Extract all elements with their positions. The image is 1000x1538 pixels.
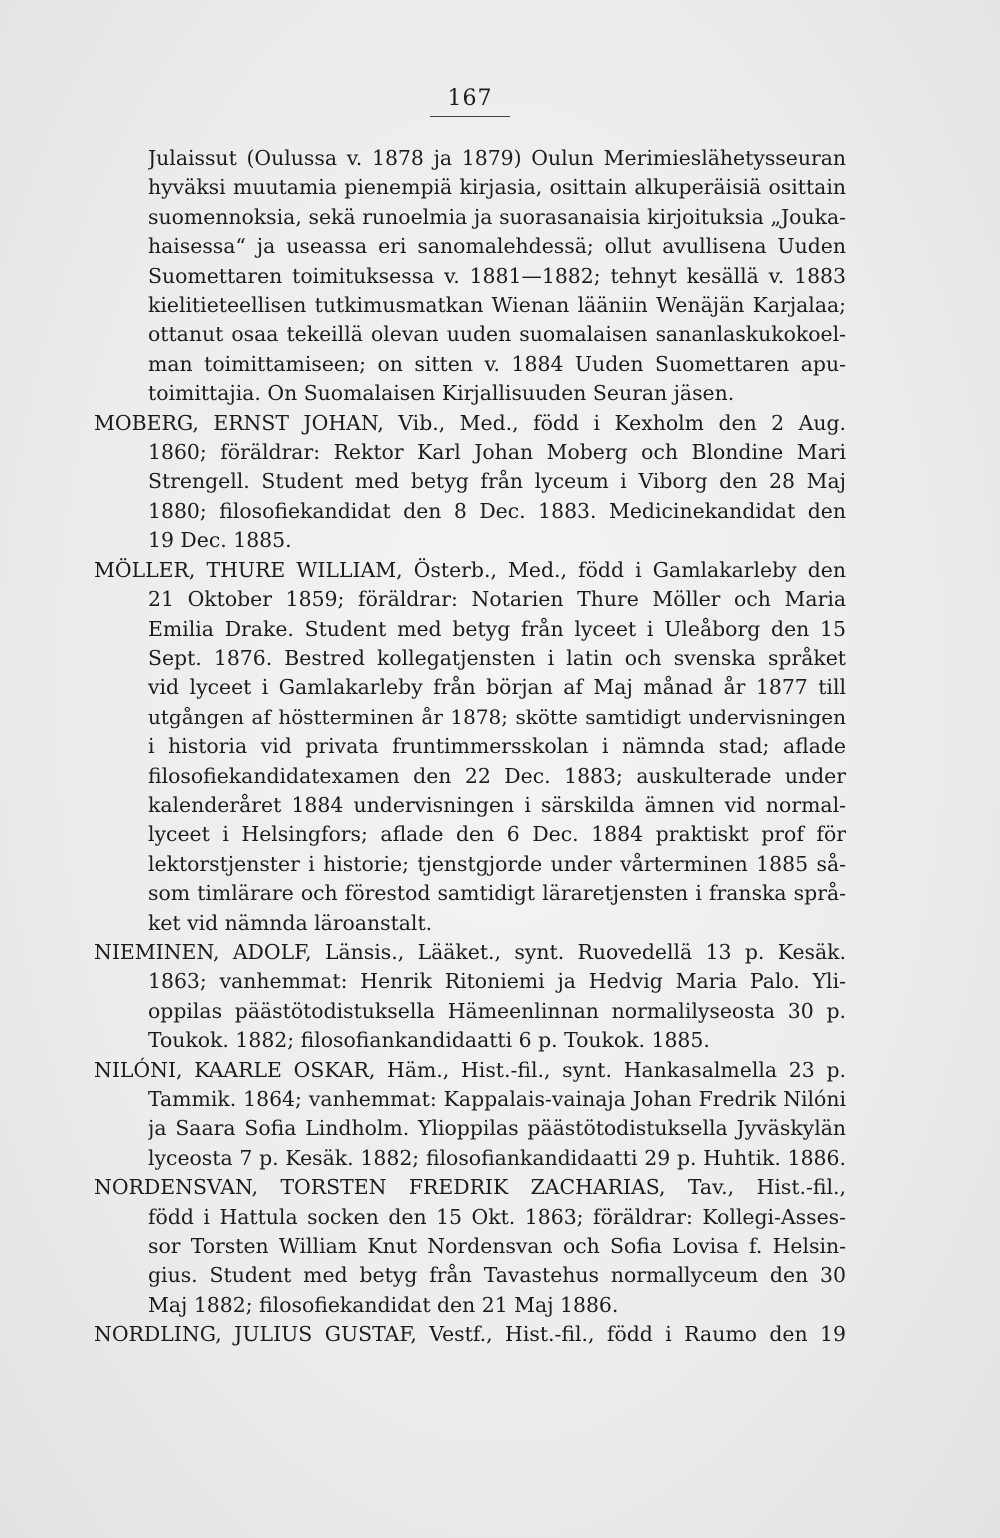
text-line: som timlärare och förestod samtidigt läraretjensten i franska språ- — [148, 881, 846, 906]
text-line: man toimittamiseen; on sitten v. 1884 Uuden Suomettaren apu- — [148, 351, 846, 376]
text-line: Maj 1882; filosofiekandidat den 21 Maj 1886. — [148, 1292, 619, 1317]
text-line: 19 Dec. 1885. — [148, 528, 292, 553]
page-number: 167 — [447, 86, 493, 111]
text-line: 1863; vanhemmat: Henrik Ritoniemi ja Hedvig Maria Palo. Yli- — [148, 969, 846, 994]
biographical-entries — [94, 144, 846, 1350]
text-line: vid lyceet i Gamlakarleby från början af Maj månad år 1877 till — [148, 675, 846, 700]
text-line: NORDLING, JULIUS GUSTAF, Vestf., Hist.-fil., född i Raumo den 19 — [94, 1322, 846, 1347]
text-line: i historia vid privata fruntimmersskolan i nämnda stad; aflade — [148, 734, 846, 759]
text-line: Suomettaren toimituksessa v. 1881—1882; tehnyt kesällä v. 1883 — [148, 263, 846, 288]
text-line: haisessa“ ja useassa eri sanomalehdessä; ollut avullisena Uuden — [148, 234, 846, 259]
text-line: Emilia Drake. Student med betyg från lyceet i Uleåborg den 15 — [148, 616, 846, 641]
text-line: kielitieteellisen tutkimusmatkan Wienan lääniin Wenäjän Karjalaa; — [148, 293, 846, 318]
text-line: Toukok. 1882; filosofiankandidaatti 6 p. Toukok. 1885. — [148, 1028, 710, 1053]
text-line: 1860; föräldrar: Rektor Karl Johan Moberg och Blondine Mari — [148, 440, 846, 465]
text-line: lektorstjenster i historie; tjenstgjorde under vårterminen 1885 så- — [148, 851, 846, 876]
text-line: född i Hattula socken den 15 Okt. 1863; föräldrar: Kollegi-Asses- — [148, 1204, 846, 1229]
text-line: Tammik. 1864; vanhemmat: Kappalais-vainaja Johan Fredrik Nilóni — [148, 1087, 846, 1111]
text-line: filosofiekandidatexamen den 22 Dec. 1883; auskulterade under — [148, 763, 846, 788]
text-line: ja Saara Sofia Lindholm. Ylioppilas päästötodistuksella Jyväskylän — [148, 1116, 846, 1141]
text-line: MOBERG, ERNST JOHAN, Vib., Med., född i Kexholm den 2 Aug. — [94, 410, 846, 435]
text-line: ottanut osaa tekeillä olevan uuden suomalaisen sananlaskukokoel- — [148, 322, 846, 347]
text-line: NIEMINEN, ADOLF, Länsis., Lääket., synt. Ruovedellä 13 p. Kesäk. — [94, 939, 846, 964]
text-line: sor Torsten William Knut Nordensvan och Sofia Lovisa f. Helsin- — [148, 1234, 846, 1259]
text-line: Sept. 1876. Bestred kollegatjensten i latin och svenska språket — [148, 645, 846, 670]
text-line: gius. Student med betyg från Tavastehus normallyceum den 30 — [148, 1263, 846, 1288]
text-line: kalenderåret 1884 undervisningen i särskilda ämnen vid normal- — [148, 792, 846, 817]
text-line: toimittajia. On Suomalaisen Kirjallisuuden Seuran jäsen. — [148, 381, 735, 406]
text-line: lyceosta 7 p. Kesäk. 1882; filosofiankandidaatti 29 p. Huhtik. 1886. — [148, 1145, 846, 1170]
text-line: 1880; filosofiekandidat den 8 Dec. 1883. Medicinekandidat den — [148, 498, 846, 523]
text-line: hyväksi muutamia pienempiä kirjasia, osittain alkuperäisiä osittain — [148, 175, 846, 200]
text-line: lyceet i Helsingfors; aflade den 6 Dec. 1884 praktiskt prof för — [148, 822, 846, 847]
text-line: suomennoksia, sekä runoelmia ja suorasanaisia kirjoituksia „Jouka- — [148, 204, 846, 229]
text-line: NORDENSVAN, TORSTEN FREDRIK ZACHARIAS, Tav., Hist.-fil., — [94, 1175, 846, 1200]
text-line: Julaissut (Oulussa v. 1878 ja 1879) Oulun Merimieslähetysseuran — [148, 146, 846, 170]
text-line: NILÓNI, KAARLE OSKAR, Häm., Hist.-fil., synt. Hankasalmella 23 p. — [94, 1057, 846, 1082]
text-line: utgången af höstterminen år 1878; skötte samtidigt undervisningen — [148, 704, 846, 729]
text-line: ket vid nämnda läroanstalt. — [148, 910, 433, 935]
page-number-rule — [430, 116, 510, 117]
text-line: oppilas päästötodistuksella Hämeenlinnan normalilyseosta 30 p. — [148, 998, 846, 1023]
text-line: 21 Oktober 1859; föräldrar: Notarien Thure Möller och Maria — [148, 587, 846, 612]
text-line: MÖLLER, THURE WILLIAM, Österb., Med., född i Gamlakarleby den — [94, 557, 846, 582]
text-line: Strengell. Student med betyg från lyceum i Viborg den 28 Maj — [148, 469, 846, 494]
